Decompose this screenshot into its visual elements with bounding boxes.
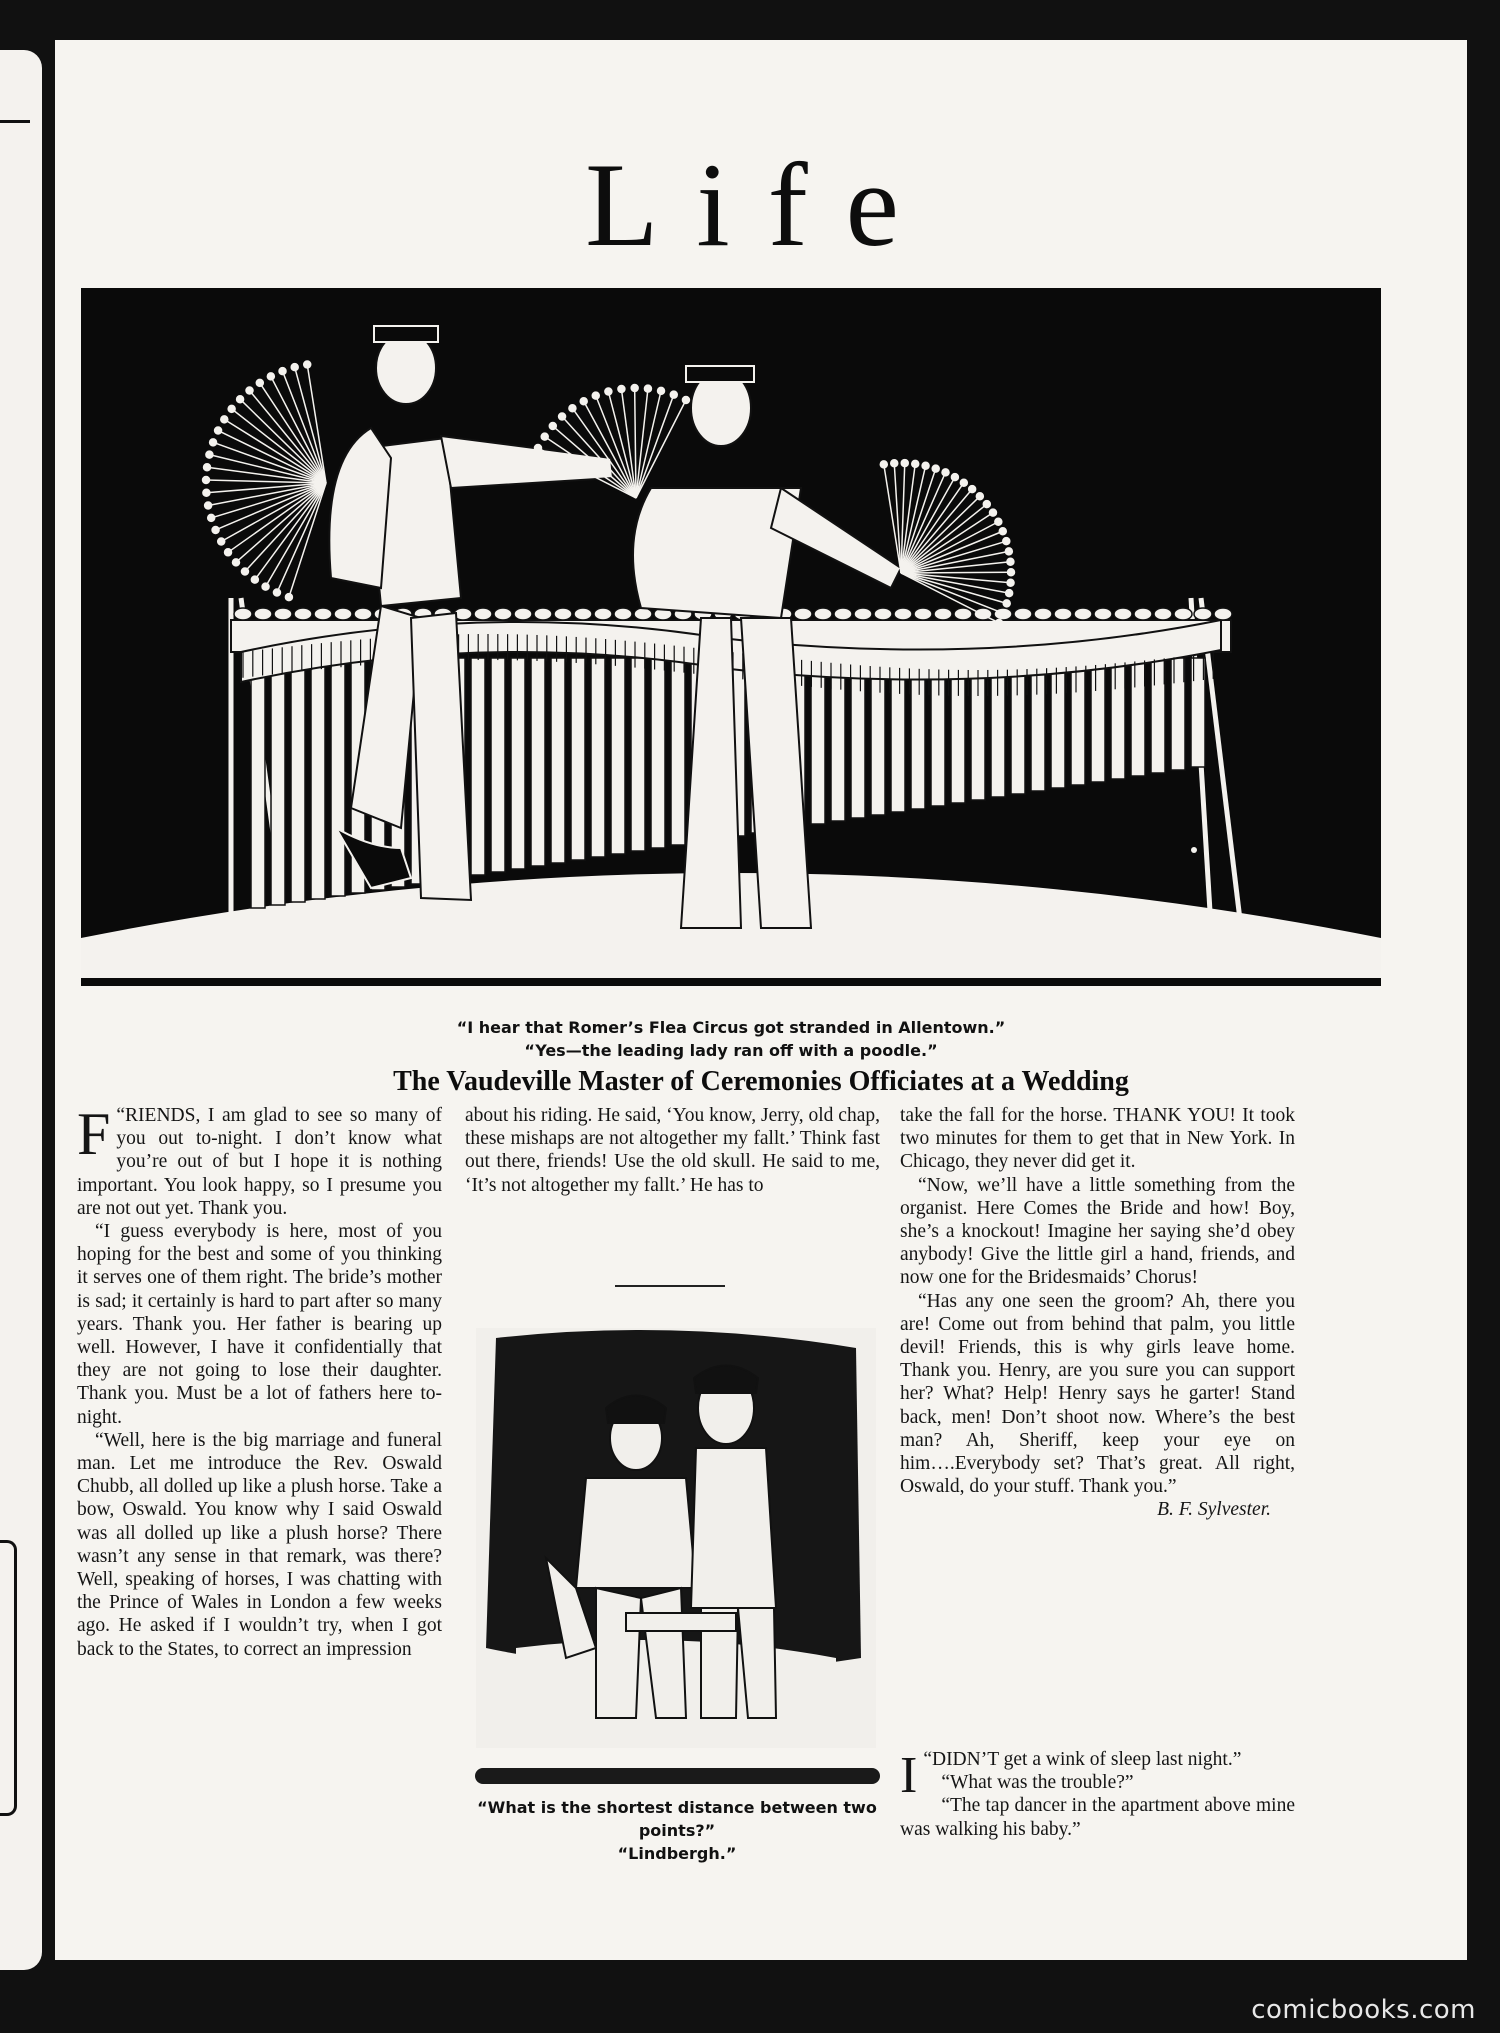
xylophone-cartoon-drawing bbox=[81, 288, 1381, 986]
article-column-2 bbox=[465, 1104, 880, 1197]
article-column-3 bbox=[900, 1104, 1295, 1522]
article-headline: The Vaudeville Master of Ceremonies Officiates at a Wedding bbox=[393, 1066, 1129, 1097]
adjacent-page-edge bbox=[0, 50, 42, 1970]
article-paragraph-3: “Well, here is the big marriage and funeral man. Let me introduce the Rev. Oswald Chubb, all dolled up like a plush horse. Take a bow, Oswald. You know why I said Oswald was all dolled up like a plush horse? There wasn’t any sense in that remark, was there? Well, speaking of horses, I was chatting with the Prince of Wales in London a few weeks ago. He asked if I wouldn’t try, when I got back to the States, to correct an impression bbox=[77, 1429, 442, 1660]
lindbergh-cartoon bbox=[476, 1328, 876, 1748]
top-caption-line-1: “I hear that Romer’s Flea Circus got stranded in Allentown.” bbox=[456, 1018, 1006, 1037]
joke-line-2: “What was the trouble?” bbox=[941, 1772, 1134, 1794]
column-divider-rule bbox=[615, 1285, 725, 1287]
lindbergh-caption-line-1: “What is the shortest distance between two points?” bbox=[477, 1798, 877, 1840]
xylophone-cartoon bbox=[81, 288, 1381, 986]
site-watermark: comicbooks.com bbox=[1251, 1995, 1476, 2025]
article-paragraph-2: “I guess everybody is here, most of you hoping for the best and some of you thinking it serves one of them right. The bride’s mother is sad; it certainly is hard to part after so many years. Thank you. Her father is bearing up well. However, I have it confidentially that they are not going to lose their daughter. Thank you. Must be a lot of fathers here to-night. bbox=[77, 1221, 442, 1428]
joke-drop-cap: I bbox=[900, 1747, 918, 1804]
joke-block bbox=[900, 1748, 1295, 1841]
article-paragraph-1: “ F RIENDS, I am glad to see so many of you out to-night. I don’t know what you’re out of but I hope it is nothing important. You look happy, so I presume you are not out yet. Thank you. bbox=[77, 1101, 442, 1219]
article-paragraph-4: about his riding. He said, ‘You know, Jerry, old chap, these mishaps are not altogether my fallt.’ Think fast out there, friends! Use the old skull. He said to me, ‘It’s not altogether my fallt.’ He has to bbox=[465, 1105, 880, 1196]
author-signature: B. F. Sylvester. bbox=[1157, 1499, 1271, 1521]
adjacent-page-border bbox=[0, 1540, 17, 1816]
joke-line-1: “ I DIDN’T get a wink of sleep last night.” bbox=[900, 1747, 1242, 1804]
lindbergh-caption bbox=[467, 1796, 887, 1865]
lindbergh-cartoon-drawing bbox=[476, 1328, 876, 1748]
adjacent-page-rule bbox=[0, 120, 30, 123]
masthead-title: Life bbox=[585, 138, 937, 271]
article-paragraph-5: take the fall for the horse. THANK YOU! It took two minutes for them to get that in New York. In Chicago, they never did get it. bbox=[900, 1105, 1295, 1173]
magazine-page bbox=[55, 40, 1467, 1960]
lindbergh-caption-line-2: “Lindbergh.” bbox=[617, 1844, 737, 1863]
cartoon-base-bar bbox=[475, 1768, 880, 1784]
article-paragraph-6: “Now, we’ll have a little something from the organist. Here Comes the Bride and how! Boy, she’s a knockout! Imagine her saying she’d obey anybody! Give the little girl a hand, friends, and now one for the Bridesmaids’ Chorus! bbox=[900, 1174, 1295, 1289]
drop-cap: F bbox=[77, 1101, 111, 1167]
article-paragraph-7: “Has any one seen the groom? Ah, there you are! Come out from behind that palm, you little devil! Friends, this is why girls leave home. Thank you. Henry, are you sure you can support her? What? Help! Henry says he garter! Stand back, men! Don’t shoot now. Where’s the best man? Ah, Sheriff, keep your eye on him….Everybody set? That’s great. All right, Oswald, do your stuff. Thank you.” bbox=[900, 1290, 1295, 1498]
top-caption-line-2: “Yes—the leading lady ran off with a poodle.” bbox=[524, 1041, 938, 1060]
top-cartoon-caption bbox=[81, 1016, 1381, 1062]
article-column-1 bbox=[77, 1101, 442, 1661]
joke-line-3: “The tap dancer in the apartment above mine was walking his baby.” bbox=[900, 1795, 1295, 1840]
